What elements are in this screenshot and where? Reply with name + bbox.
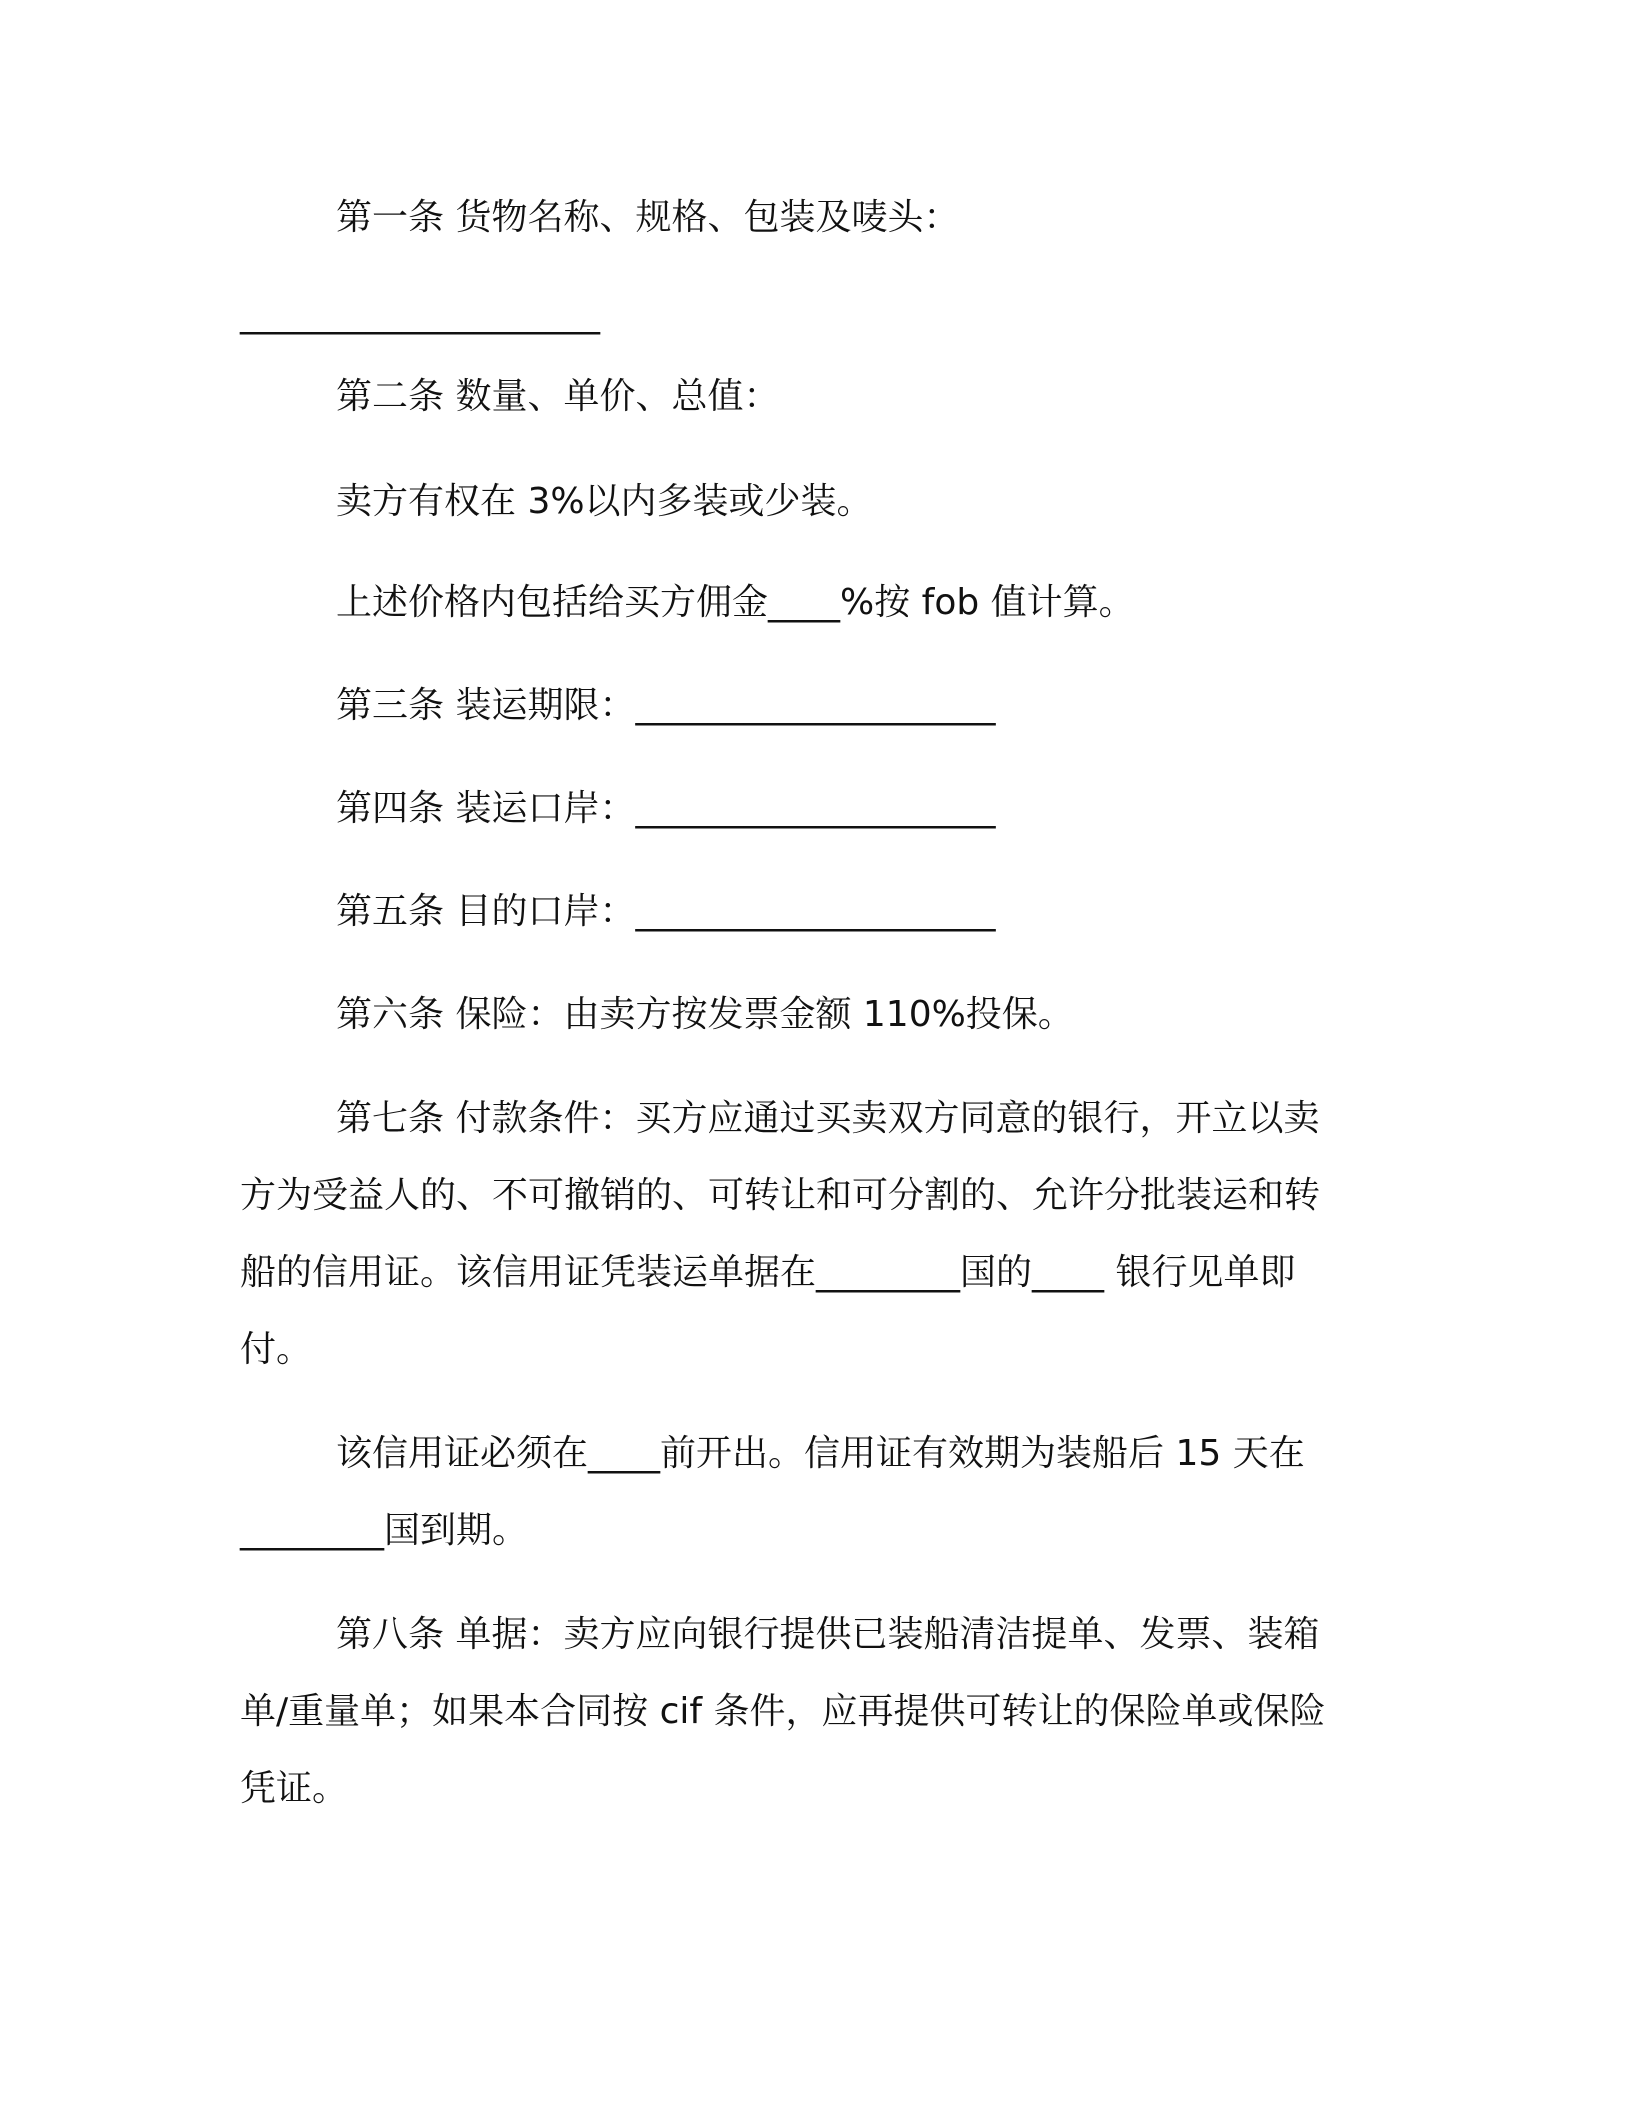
article-7-payment-line-1: 第七条 付款条件：买方应通过买卖双方同意的银行，开立以卖: [336, 1098, 1320, 1139]
goods-blank-line: ____________________: [240, 294, 600, 335]
credit-validity-line-1: 该信用证必须在____前开出。信用证有效期为装船后 15 天在: [336, 1433, 1305, 1474]
article-8-documents-line-2: 单/重量单；如果本合同按 cif 条件，应再提供可转让的保险单或保险: [240, 1691, 1326, 1732]
article-8-documents-line-1: 第八条 单据：卖方应向银行提供已装船清洁提单、发票、装箱: [336, 1614, 1320, 1655]
article-4-loading-port: 第四条 装运口岸：____________________: [336, 788, 996, 829]
credit-validity-line-2: ________国到期。: [240, 1510, 529, 1551]
commission-text: 上述价格内包括给买方佣金____%按 fob 值计算。: [336, 582, 1135, 623]
article-8-documents-line-3: 凭证。: [240, 1768, 349, 1809]
article-3-shipment-period: 第三条 装运期限：____________________: [336, 685, 996, 726]
article-7-payment-line-4: 付。: [240, 1329, 313, 1370]
article-7-payment-line-2: 方为受益人的、不可撤销的、可转让和可分割的、允许分批装运和转: [240, 1175, 1321, 1216]
article-2-heading: 第二条 数量、单价、总值：: [336, 376, 780, 417]
article-7-payment-line-3: 船的信用证。该信用证凭装运单据在________国的____ 银行见单即: [240, 1252, 1296, 1293]
article-1-heading: 第一条 货物名称、规格、包装及唛头：: [336, 197, 960, 238]
article-5-destination-port: 第五条 目的口岸：____________________: [336, 891, 996, 932]
quantity-tolerance-text: 卖方有权在 3%以内多装或少装。: [336, 481, 873, 522]
article-6-insurance: 第六条 保险：由卖方按发票金额 110%投保。: [336, 994, 1074, 1035]
